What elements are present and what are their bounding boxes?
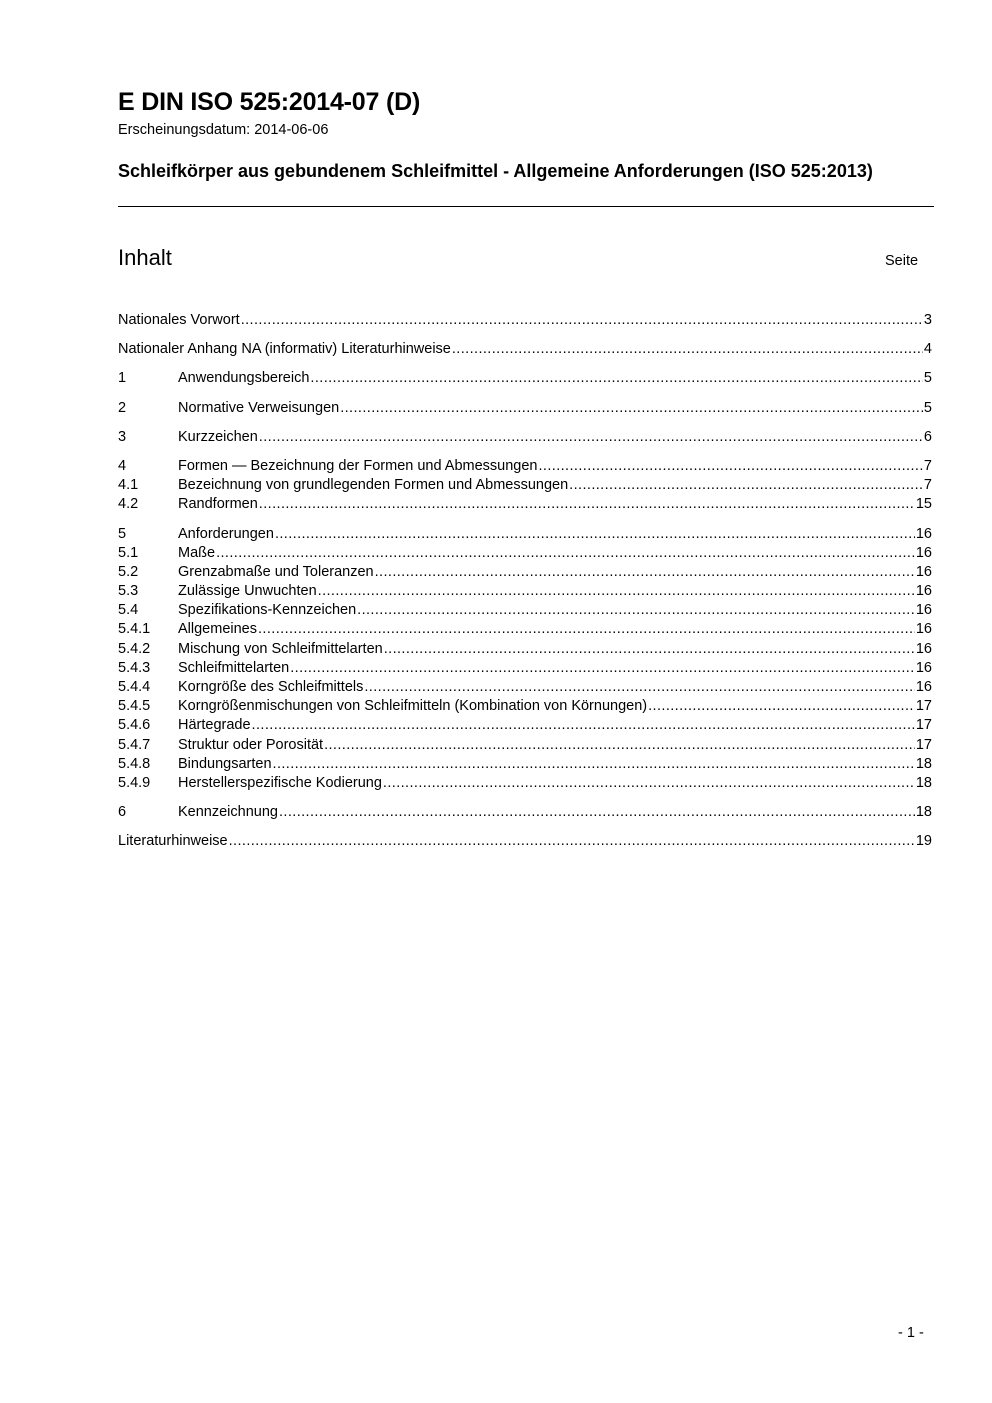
toc-leader <box>357 601 915 620</box>
toc-entry[interactable] <box>118 832 932 851</box>
document-title: Schleifkörper aus gebundenem Schleifmittel - Allgemeine Anforderungen (ISO 525:2013) <box>118 161 873 181</box>
toc-entry-number: 4 <box>118 457 127 474</box>
toc-entry-number: 1 <box>118 370 127 387</box>
toc-leader <box>452 340 923 359</box>
toc-entry-page: 18 <box>915 804 932 821</box>
toc-entry[interactable] <box>118 620 932 639</box>
toc-entry-page: 16 <box>915 621 932 638</box>
toc-entry-text: Anwendungsbereich <box>178 370 310 387</box>
toc-entry[interactable] <box>118 495 932 514</box>
toc-entry-number: 5.2 <box>118 563 139 580</box>
toc-entry[interactable] <box>118 803 932 822</box>
toc-entry-text: Kurzzeichen <box>178 428 258 445</box>
toc-entry-text: Herstellerspezifische Kodierung <box>178 774 382 791</box>
toc-leader <box>259 428 923 447</box>
toc-leader <box>275 525 915 544</box>
toc-entry-number: 3 <box>118 428 127 445</box>
toc-entry-page: 17 <box>915 698 932 715</box>
toc-heading: Inhalt <box>118 245 172 270</box>
toc-entry-page: 7 <box>923 477 932 494</box>
toc-entry[interactable] <box>118 369 932 388</box>
toc-leader <box>324 736 915 755</box>
toc-entry[interactable] <box>118 544 932 563</box>
toc-entry[interactable] <box>118 640 932 659</box>
toc-entry[interactable] <box>118 659 932 678</box>
toc-leader <box>538 457 922 476</box>
toc-entry-text: Kennzeichnung <box>178 804 278 821</box>
toc-entry-text: Maße <box>178 544 216 561</box>
toc-leader <box>318 582 915 601</box>
toc-entry-text: Randformen <box>178 496 258 513</box>
toc-entry-page: 16 <box>915 640 932 657</box>
toc-entry-number: 5.4.7 <box>118 736 151 753</box>
toc-entry[interactable] <box>118 774 932 793</box>
toc-entry[interactable] <box>118 582 932 601</box>
toc-entry-text: Spezifikations-Kennzeichen <box>178 602 357 619</box>
toc-entry[interactable] <box>118 476 932 495</box>
toc-leader <box>383 774 915 793</box>
toc-entry-page: 16 <box>915 679 932 695</box>
toc-page-label: Seite <box>885 253 919 269</box>
toc-entry[interactable] <box>118 601 932 620</box>
toc-entry-text: Bezeichnung von grundlegenden Formen und Abmessungen <box>178 477 569 494</box>
toc-entry-number: 5.3 <box>118 583 139 600</box>
toc-leader <box>258 620 915 639</box>
toc-entry-number: 4.2 <box>118 496 139 513</box>
toc-entry[interactable] <box>118 428 932 447</box>
toc-entry-page: 17 <box>915 736 932 753</box>
toc-entry-text: Literaturhinweise <box>118 833 228 850</box>
toc-entry-number: 4.1 <box>118 477 139 494</box>
toc-entry-text: Struktur oder Porosität <box>178 736 324 753</box>
toc-entry-number: 2 <box>118 399 127 416</box>
toc-leader <box>569 476 923 495</box>
toc-entry-page: 16 <box>915 583 932 600</box>
toc-entry-text: Normative Verweisungen <box>178 399 340 416</box>
toc-entry-text: Allgemeines <box>178 621 257 638</box>
title-divider <box>118 206 934 207</box>
toc-entry-page: 3 <box>923 312 932 328</box>
toc-entry[interactable] <box>118 755 932 774</box>
toc-leader <box>273 755 915 774</box>
toc-leader <box>216 544 915 563</box>
publication-date: Erscheinungsdatum: 2014-06-06 <box>118 122 329 138</box>
toc-entry-page: 15 <box>915 496 932 513</box>
page-number: - 1 - <box>898 1325 924 1341</box>
toc-entry[interactable] <box>118 399 932 418</box>
toc-entry[interactable] <box>118 678 932 697</box>
toc-entry-text: Korngröße des Schleifmittels <box>178 679 364 695</box>
toc-entry-text: Anforderungen <box>178 525 274 542</box>
toc-entry-page: 5 <box>923 399 932 416</box>
toc-entry-page: 18 <box>915 774 932 791</box>
toc-leader <box>364 678 915 697</box>
toc-entry-number: 6 <box>118 804 127 821</box>
toc-entry-page: 16 <box>915 602 932 619</box>
toc-entry-page: 7 <box>923 457 932 474</box>
toc-entry-page: 16 <box>915 659 932 676</box>
toc-entry-number: 5.4 <box>118 602 139 619</box>
toc-entry-text: Nationales Vorwort <box>118 312 240 328</box>
toc-leader <box>340 399 923 418</box>
toc-entry-page: 16 <box>915 563 932 580</box>
toc-entry-number: 5.4.4 <box>118 679 151 695</box>
toc-leader <box>290 659 915 678</box>
toc-entry-page: 16 <box>915 544 932 561</box>
toc-entry-page: 5 <box>923 370 932 387</box>
toc-entry-text: Zulässige Unwuchten <box>178 583 317 600</box>
toc-entry[interactable] <box>118 457 932 476</box>
toc-leader <box>648 697 915 716</box>
toc-entry-number: 5.4.3 <box>118 659 151 676</box>
toc-entry[interactable] <box>118 716 932 735</box>
toc-entry-number: 5.4.1 <box>118 621 151 638</box>
toc-entry[interactable] <box>118 525 932 544</box>
toc-entry-text: Nationaler Anhang NA (informativ) Literaturhinweise <box>118 341 451 358</box>
toc-entry-text: Grenzabmaße und Toleranzen <box>178 563 374 580</box>
toc-entry-text: Mischung von Schleifmittelarten <box>178 640 383 657</box>
toc-entry-number: 5.4.6 <box>118 717 151 734</box>
toc-leader <box>229 832 915 851</box>
toc-entry-text: Korngrößenmischungen von Schleifmitteln (Kombination von Körnungen) <box>178 698 648 715</box>
toc-entry-page: 6 <box>923 428 932 445</box>
toc-entry-number: 5.4.8 <box>118 755 151 772</box>
toc-entry-text: Schleifmittelarten <box>178 659 290 676</box>
toc-entry[interactable] <box>118 340 932 359</box>
toc-entry-page: 16 <box>915 525 932 542</box>
toc-entry[interactable] <box>118 697 932 716</box>
toc-entry-number: 5 <box>118 525 127 542</box>
toc-entry-number: 5.1 <box>118 544 139 561</box>
toc-leader <box>279 803 915 822</box>
toc-leader <box>375 563 915 582</box>
toc-entry[interactable] <box>118 736 932 755</box>
toc-entry-number: 5.4.5 <box>118 698 151 715</box>
toc-leader <box>241 311 923 330</box>
toc-entry-text: Bindungsarten <box>178 755 272 772</box>
toc-entry-text: Formen — Bezeichnung der Formen und Abmessungen <box>178 457 538 474</box>
toc-entry-page: 17 <box>915 717 932 734</box>
toc-leader <box>310 369 923 388</box>
document-id: E DIN ISO 525:2014-07 (D) <box>118 88 421 116</box>
toc-leader <box>252 716 915 735</box>
toc-entry[interactable] <box>118 311 932 330</box>
toc-entry-number: 5.4.2 <box>118 640 151 657</box>
toc-entry-number: 5.4.9 <box>118 774 151 791</box>
toc-entry-page: 4 <box>923 341 932 358</box>
toc-entry-page: 18 <box>915 755 932 772</box>
toc-entry-text: Härtegrade <box>178 717 251 734</box>
toc-entry-page: 19 <box>915 833 932 850</box>
toc-leader <box>384 640 915 659</box>
toc-leader <box>259 495 915 514</box>
table-of-contents <box>118 301 932 852</box>
toc-entry[interactable] <box>118 563 932 582</box>
